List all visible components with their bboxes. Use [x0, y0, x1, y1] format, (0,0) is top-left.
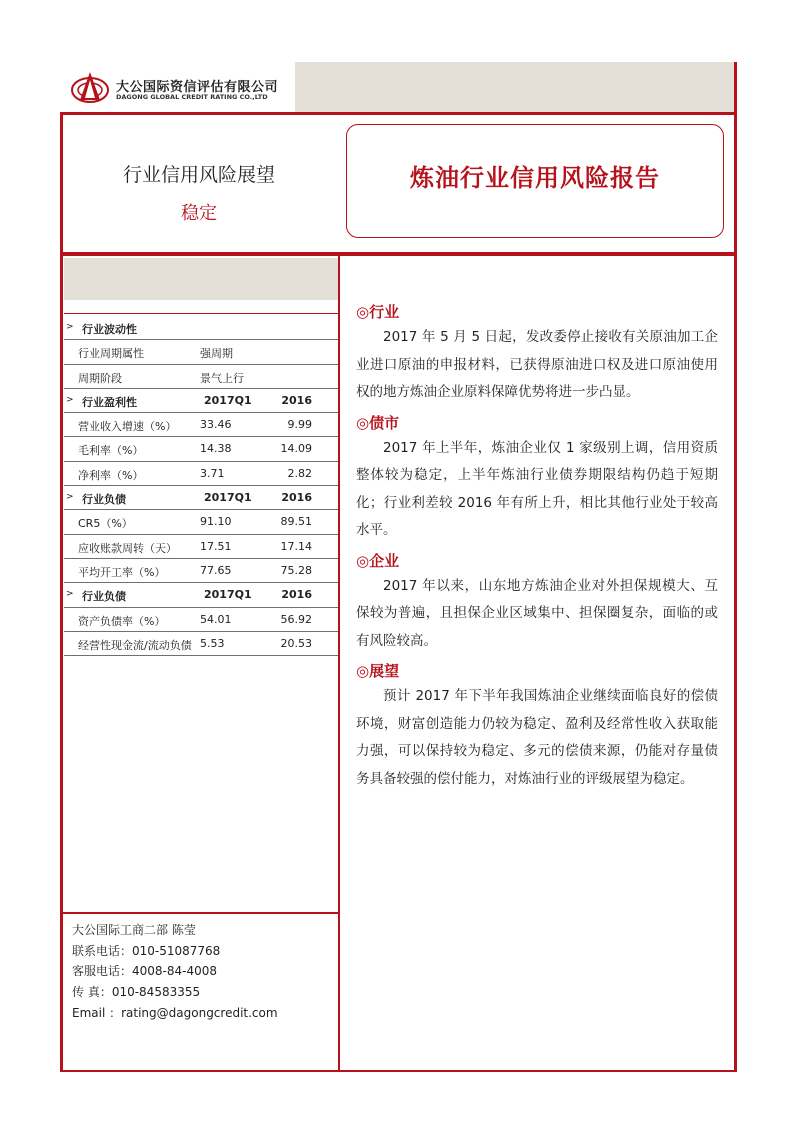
- indicator-table: [64, 316, 338, 656]
- left-header-band: [64, 258, 338, 300]
- row-label: 行业波动性: [82, 323, 137, 336]
- company-logo: [70, 70, 310, 106]
- section-heading: [356, 300, 718, 324]
- section-heading: [356, 411, 718, 435]
- section-1: [356, 300, 718, 407]
- contact-service-phone: 客服电话：4008-84-4008: [72, 964, 218, 979]
- column-divider: [338, 256, 340, 1072]
- row-value-1: 14.38: [200, 442, 232, 456]
- bullet-arrow-icon: >: [66, 492, 74, 503]
- contact-info: [72, 920, 278, 1024]
- report-title-box: [346, 124, 724, 238]
- frame-bottom-line: [60, 1070, 737, 1072]
- row-value-1: 54.01: [200, 612, 232, 626]
- table-top-line: [64, 313, 338, 314]
- row-label: 经营性现金流/流动负债: [78, 638, 192, 652]
- row-label: 应收账款周转（天）: [78, 541, 177, 555]
- table-row: [64, 535, 338, 559]
- row-label: 平均开工率（%）: [78, 565, 166, 579]
- section-2: [356, 411, 718, 545]
- section-heading: [356, 549, 718, 573]
- section-paragraph: 预计 2017 年下半年我国炼油企业继续面临良好的偿债环境，财富创造能力仍较为稳定、盈利及经常性收入获取能力强，可以保持较为稳定、多元的偿债来源，仍能对存量债务具备较强的偿付能力，对炼油行业的评级展望为稳定。: [356, 688, 718, 787]
- dagong-logo-icon: [70, 70, 110, 106]
- table-row: [64, 340, 338, 364]
- section-paragraph: 2017 年 5 月 5 日起，发改委停止接收有关原油加工企业进口原油的申报材料，已获得原油进口权及进口原油使用权的地方炼油企业原料保障优势将进一步凸显。: [356, 329, 718, 400]
- row-label: 毛利率（%）: [78, 444, 144, 458]
- row-value-1: 2017Q1: [204, 588, 252, 602]
- summary-sections: [356, 300, 718, 797]
- section-paragraph: 2017 年以来，山东地方炼油企业对外担保规模大、互保较为普遍，且担保企业区域集中、担保圈复杂，面临的或有风险较高。: [356, 577, 718, 649]
- row-value-2: 2.82: [287, 466, 312, 480]
- row-label: CR5（%）: [78, 517, 133, 531]
- row-label: 营业收入增速（%）: [78, 420, 177, 434]
- row-value-2: 9.99: [287, 418, 312, 432]
- row-value-2: 20.53: [280, 636, 312, 650]
- bullet-arrow-icon: >: [66, 322, 74, 332]
- row-value-1: 91.10: [200, 515, 232, 529]
- row-value-1: 强周期: [200, 347, 233, 361]
- report-title: 炼油行业信用风险报告: [410, 164, 660, 192]
- section-heading-text: 企业: [369, 551, 400, 570]
- bullseye-icon: ◎: [356, 303, 370, 321]
- row-value-1: 17.51: [200, 539, 232, 553]
- section-heading: [356, 659, 718, 683]
- table-row: [64, 559, 338, 583]
- row-value-2: 2016: [281, 588, 312, 602]
- logo-company-name-en: DAGONG GLOBAL CREDIT RATING CO.,LTD: [116, 93, 268, 101]
- row-value-2: 14.09: [280, 442, 312, 456]
- section-heading-text: 展望: [369, 662, 400, 680]
- row-label: 行业负债: [82, 493, 126, 507]
- row-label: 行业负债: [82, 590, 126, 604]
- table-category-row: [64, 583, 338, 607]
- row-value-1: 5.53: [200, 636, 225, 650]
- row-label: 周期阶段: [78, 371, 122, 385]
- section-4: [356, 659, 718, 793]
- header-band: [295, 62, 735, 112]
- table-category-row: [64, 316, 338, 340]
- table-category-row: [64, 486, 338, 510]
- row-value-2: 56.92: [280, 612, 312, 626]
- row-value-1: 2017Q1: [204, 393, 252, 407]
- section-heading-text: 行业: [369, 303, 400, 321]
- row-value-2: 2016: [281, 491, 312, 505]
- row-label: 行业周期属性: [78, 347, 144, 361]
- contact-fax: 传 真：010-84583355: [72, 985, 201, 1000]
- row-value-1: 3.71: [200, 466, 225, 480]
- header-divider: [60, 112, 737, 115]
- bullseye-icon: ◎: [356, 662, 370, 680]
- row-value-1: 77.65: [200, 563, 232, 577]
- contact-dept: 大公国际工商二部 陈莹: [72, 923, 196, 937]
- section-heading-text: 债市: [369, 413, 400, 432]
- table-row: [64, 413, 338, 437]
- row-value-2: 75.28: [280, 563, 312, 577]
- table-row: [64, 437, 338, 461]
- row-label: 资产负债率（%）: [78, 614, 166, 628]
- bullet-arrow-icon: >: [66, 394, 74, 405]
- outlook-value: 稳定: [181, 203, 217, 224]
- top-section-divider: [60, 252, 737, 256]
- contact-email: Email ：rating@dagongcredit.com: [72, 1005, 278, 1020]
- frame-right-line: [734, 62, 737, 1072]
- table-row: [64, 462, 338, 486]
- row-value-2: 89.51: [280, 515, 312, 529]
- row-value-1: 2017Q1: [204, 491, 252, 505]
- section-paragraph: 2017 年上半年，炼油企业仅 1 家级别上调，信用资质整体较为稳定，上半年炼油行业债券期限结构仍趋于短期化；行业利差较 2016 年有所上升，相比其他行业处于较高水平。: [356, 439, 718, 538]
- bullet-arrow-icon: >: [66, 589, 74, 600]
- row-label: 净利率（%）: [78, 468, 144, 482]
- outlook-title: 行业信用风险展望: [122, 164, 275, 186]
- row-value-1: 33.46: [200, 418, 232, 432]
- contact-phone: 联系电话：010-51087768: [72, 943, 221, 958]
- row-value-1: 景气上行: [200, 371, 244, 385]
- bullseye-icon: ◎: [356, 551, 370, 570]
- row-value-2: 17.14: [280, 539, 312, 553]
- frame-left-line: [60, 112, 63, 1072]
- bullseye-icon: ◎: [356, 413, 370, 432]
- logo-company-name: 大公国际资信评估有限公司: [116, 80, 279, 95]
- table-row: [64, 608, 338, 632]
- row-value-2: 2016: [281, 393, 312, 407]
- table-category-row: [64, 389, 338, 413]
- section-3: [356, 549, 718, 656]
- table-row: [64, 632, 338, 656]
- table-row: [64, 365, 338, 389]
- table-row: [64, 510, 338, 534]
- contact-top-line: [63, 912, 338, 914]
- row-label: 行业盈利性: [82, 395, 137, 409]
